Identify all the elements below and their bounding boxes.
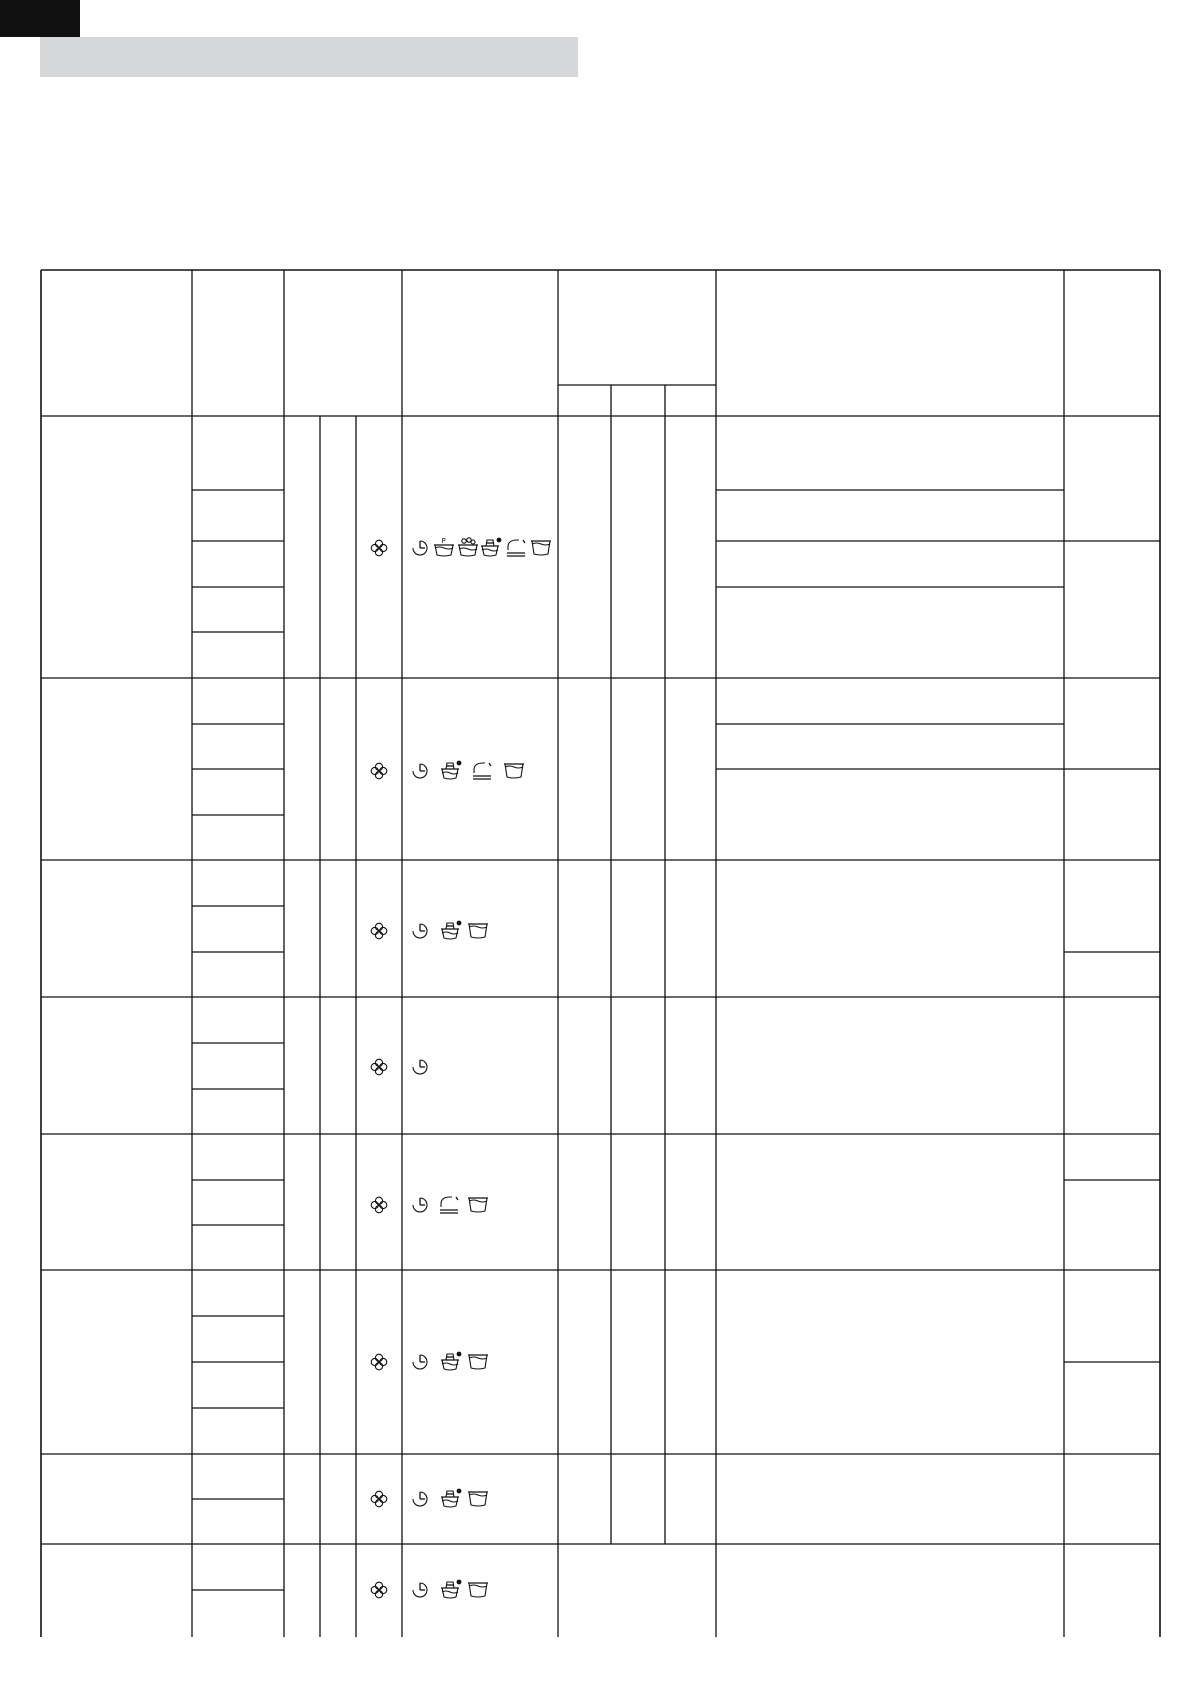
fan-icon: [371, 1354, 387, 1370]
temperature-tub-icon: [441, 921, 461, 939]
fan-icon: [371, 1197, 387, 1213]
temperature-tub-icon: [441, 1489, 461, 1507]
fan-icon: [371, 540, 387, 556]
timer-icon: [413, 1355, 427, 1369]
stain-tub-icon: [458, 538, 478, 556]
timer-icon: [413, 1583, 427, 1597]
iron-icon: [507, 540, 525, 556]
temperature-tub-icon: [441, 1580, 461, 1598]
timer-icon: [413, 1060, 427, 1074]
fan-icon: [371, 1059, 387, 1075]
wash-tub-icon: [468, 924, 488, 938]
wash-tub-icon: [468, 1355, 488, 1369]
iron-icon: [440, 1197, 458, 1213]
temperature-tub-icon: [441, 761, 461, 779]
fan-icon: [371, 763, 387, 779]
timer-icon: [413, 1198, 427, 1212]
temperature-tub-icon: [481, 538, 501, 556]
timer-icon: [413, 541, 427, 555]
pre-wash-tub-icon: [434, 537, 454, 556]
wash-tub-icon: [468, 1583, 488, 1597]
iron-icon: [473, 763, 491, 779]
wash-tub-icon: [531, 541, 551, 555]
temperature-tub-icon: [441, 1352, 461, 1370]
wash-tub-icon: [504, 764, 524, 778]
timer-icon: [413, 924, 427, 938]
fan-icon: [371, 1582, 387, 1598]
fan-icon: [371, 923, 387, 939]
wash-tub-icon: [468, 1492, 488, 1506]
wash-tub-icon: [468, 1198, 488, 1212]
timer-icon: [413, 764, 427, 778]
timer-icon: [413, 1492, 427, 1506]
fan-icon: [371, 1491, 387, 1507]
